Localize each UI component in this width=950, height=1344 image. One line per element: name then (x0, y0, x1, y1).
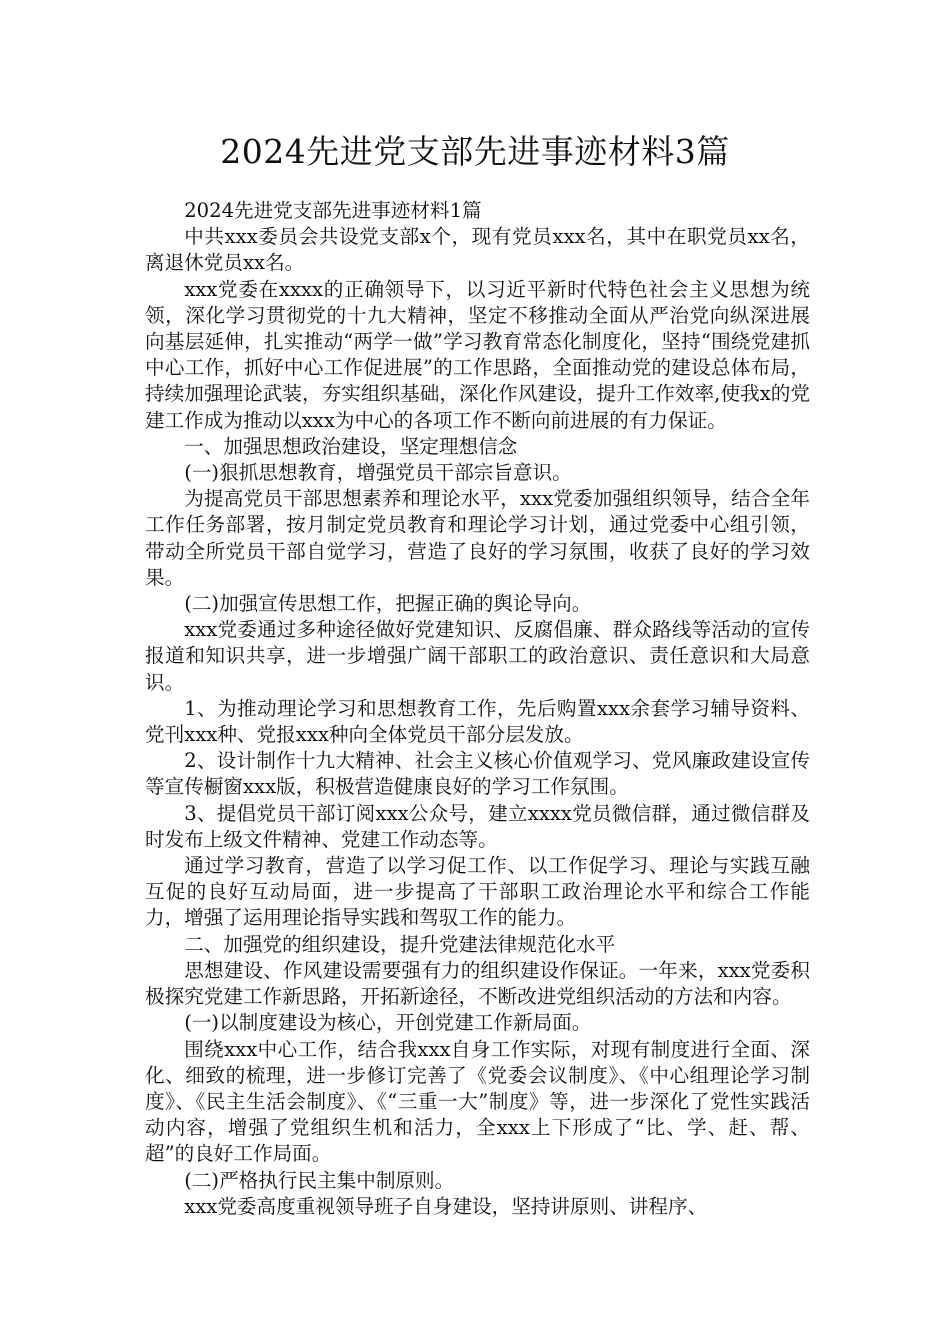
paragraph: 中共xxx委员会共设党支部x个，现有党员xxx名，其中在职党员xx名，离退休党员xx名。 (145, 225, 810, 275)
list-item: 3、提倡党员干部订阅xxx公众号，建立xxxx党员微信群，通过微信群及时发布上级文件精神、党建工作动态等。 (145, 801, 810, 851)
subsection-heading: (一)以制度建设为核心，开创党建工作新局面。 (184, 1011, 592, 1035)
list-item: 2、设计制作十九大精神、社会主义核心价值观学习、党风廉政建设宣传等宣传橱窗xxx版，积极营造健康良好的学习工作氛围。 (145, 749, 810, 799)
document-title: 2024先进党支部先进事迹材料3篇 (220, 132, 730, 171)
paragraph: 思想建设、作风建设需要强有力的组织建设作保证。一年来，xxx党委积极探究党建工作新思路，开拓新途径，不断改进党组织活动的方法和内容。 (145, 958, 810, 1009)
subsection-heading: (一)狠抓思想教育，增强党员干部宗旨意识。 (184, 461, 572, 485)
list-item: 1、为推动理论学习和思想教育工作，先后购置xxx余套学习辅导资料、党刊xxx种、党报xxx种向全体党员干部分层发放。 (145, 696, 810, 747)
subsection-heading: (二)加强宣传思想工作，把握正确的舆论导向。 (184, 592, 592, 616)
section-heading: 一、加强思想政治建设，坚定理想信念 (184, 434, 518, 458)
section-heading: 二、加强党的组织建设，提升党建法律规范化水平 (184, 932, 616, 956)
paragraph: xxx党委通过多种途径做好党建知识、反腐倡廉、群众路线等活动的宣传报道和知识共享，进一步增强广阔干部职工的政治意识、责任意识和大局意识。 (145, 618, 810, 694)
subsection-heading: (二)严格执行民主集中制原则。 (184, 1168, 455, 1192)
paragraph: xxx党委高度重视领导班子自身建设，坚持讲原则、讲程序、 (184, 1194, 708, 1218)
section-heading: 2024先进党支部先进事迹材料1篇 (184, 199, 482, 222)
paragraph: 为提高党员干部思想素养和理论水平，xxx党委加强组织领导，结合全年工作任务部署，按月制定党员教育和理论学习计划，通过党委中心组引领，带动全所党员干部自觉学习，营造了良好的学习氛围，收获了良好的学习效果。 (145, 487, 810, 589)
paragraph: xxx党委在xxxx的正确领导下，以习近平新时代特色社会主义思想为统领，深化学习贯彻党的十九大精神，坚定不移推动全面从严治党向纵深进展向基层延伸，扎实推动“两学一做”学习教育常态化制度化，坚持“围绕党建抓中心工作，抓好中心工作促进展”的工作思路，全面推动党的建设总体布局，持续加强理论武装，夯实组织基础，深化作风建设，提升工作效率,使我x的党建工作成为推动以xxx为中心的各项工作不断向前进展的有力保证。 (145, 277, 810, 432)
paragraph: 围绕xxx中心工作，结合我xxx自身工作实际，对现有制度进行全面、深化、细致的梳理，进一步修订完善了《党委会议制度》、《中心组理论学习制度》、《民主生活会制度》、《“三重一大”制度》等，进一步深化了党性实践活动内容，增强了党组织生机和活力，全xxx上下形成了“比、学、赶、帮、超”的良好工作局面。 (145, 1037, 810, 1166)
document-body (145, 198, 810, 1220)
paragraph: 通过学习教育，营造了以学习促工作、以工作促学习、理论与实践互融互促的良好互动局面，进一步提高了干部职工政治理论水平和综合工作能力，增强了运用理论指导实践和驾驭工作的能力。 (145, 854, 810, 930)
